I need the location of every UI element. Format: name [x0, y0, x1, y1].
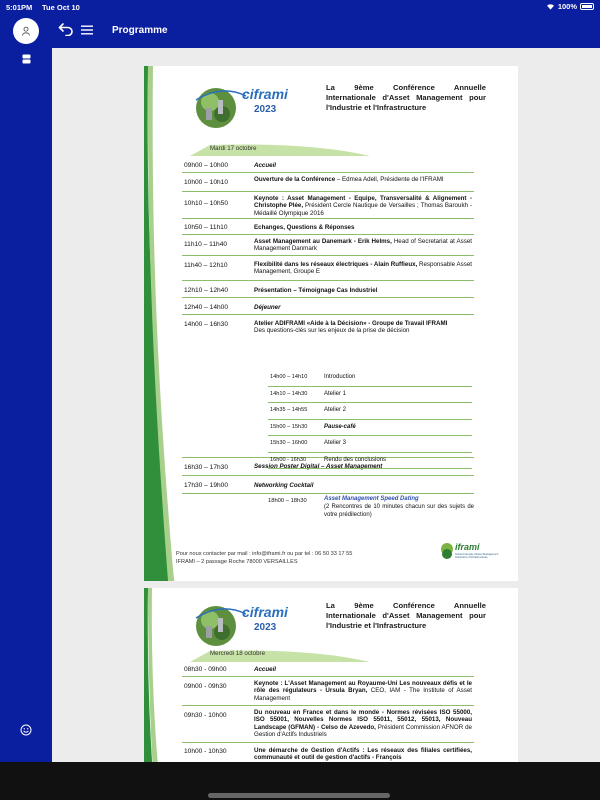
document-page-2: [144, 588, 518, 762]
schedule-row-atelier: 14h00 – 16h30 Atelier ADIFRAMI «Aide à la Décision» - Groupe de Travail IFRAMI Des questions-clés sur les enjeux de la prise de décision: [184, 320, 448, 335]
atelier-row: 15h00 – 15h30 Pause-café: [268, 420, 472, 437]
schedule-row: 10h50 – 11h10 Echanges, Questions & Réponses: [182, 219, 474, 235]
conference-title: La 9ème Conférence Annuelle Internationale d'Asset Management pour l'Industrie et l'Infrastructure: [326, 83, 486, 112]
schedule-row: 10h00 – 10h10 Ouverture de la Conférence – Edmea Adell, Présidente de l'IFRAMI: [182, 173, 474, 192]
conference-title: La 9ème Conférence Annuelle Internationale d'Asset Management pour l'Industrie et l'Infrastructure: [326, 601, 486, 630]
atelier-subschedule: [268, 370, 472, 469]
sidebar: [0, 0, 52, 762]
status-right: [546, 2, 594, 11]
layers-icon[interactable]: [22, 54, 31, 64]
wifi-icon: [546, 3, 555, 10]
atelier-row: 15h30 – 16h00 Atelier 3: [268, 436, 472, 453]
home-indicator[interactable]: [208, 793, 390, 798]
status-bar: [0, 0, 600, 14]
home-indicator-bar: [0, 762, 600, 800]
schedule-row: 10h10 – 10h50 Keynote : Asset Management - Equipe, Transversalité & Alignement - Christophe Plée, Président Cercle Nautique de Versailles ; Thomas Baroukh - Médaillé Olympique 2016: [182, 192, 474, 219]
schedule-row: 12h10 – 12h40 Présentation – Témoignage Cas Industriel: [182, 281, 474, 298]
status-time: 5:01PM: [6, 3, 33, 12]
logo-text: ciframi: [242, 86, 288, 102]
schedule-row: 12h40 – 14h00 Déjeuner: [182, 298, 474, 315]
logo-year: 2023: [254, 622, 277, 633]
app-header: [52, 14, 600, 48]
schedule-day-2: [182, 662, 474, 762]
schedule-row: 08h30 - 09h00 Accueil: [182, 662, 474, 677]
document-page-1: [144, 66, 518, 581]
ciframi-logo: [192, 596, 300, 652]
ciframi-logo: [192, 78, 300, 134]
back-icon[interactable]: [58, 22, 74, 36]
schedule-row: 17h30 – 19h00 Networking Cocktail: [182, 476, 474, 494]
avatar[interactable]: [13, 18, 39, 44]
schedule-row: 10h00 - 10h30 Une démarche de Gestion d'Actifs : Les réseaux des filiales certifiées, communauté et outil de gestion d'actifs - François: [184, 747, 472, 762]
day-label: Mardi 17 octobre: [210, 145, 257, 152]
schedule-row: 16h30 – 17h30 Session Poster Digital – Asset Management: [182, 457, 474, 476]
page-title: Programme: [112, 25, 168, 36]
battery-percent: 100%: [557, 2, 577, 11]
schedule-row: 11h10 – 11h40 Asset Management au Danemark - Erik Helms, Head of Secretariat at Asset Management Danmark: [182, 235, 474, 256]
green-swoosh-decoration: [144, 66, 174, 581]
contact-info: Pour nous contacter par mail : info@iframi.fr ou par tel : 06 50 33 17 55 IFRAMI – 2 passage Roche 78000 VERSAILLES: [176, 551, 353, 565]
day-label: Mercredi 18 octobre: [210, 650, 266, 657]
schedule-row: 11h40 – 12h10 Flexibilité dans les réseaux électriques - Alain Ruffieux, Responsable Asset Management, Groupe E: [182, 256, 474, 281]
green-swoosh-decoration: [144, 588, 174, 762]
schedule-row: 09h00 – 10h00 Accueil: [182, 158, 474, 173]
logo-text: ciframi: [242, 604, 288, 620]
document-viewer[interactable]: [52, 48, 600, 762]
atelier-row: 14h00 – 14h10 Introduction: [268, 370, 472, 387]
iframi-footer-logo: iframi Institut Français d'Asset Management Industriel et d'Infrastructures: [440, 540, 504, 570]
user-icon: [21, 26, 31, 36]
atelier-row: 14h35 – 14h55 Atelier 2: [268, 403, 472, 420]
schedule-row: 09h30 - 10h00 Du nouveau en France et dans le monde - Normes révisées ISO 55000, ISO 55001, Nouvelles Normes ISO 55011, 55012, 55013, Nouveau Landscape (GFMAN) - Celso de Azevedo, Président Commission AFNOR de Gestion d'Actifs Industriels: [182, 706, 474, 743]
speed-dating-row: 18h00 – 18h30 Asset Management Speed Dating (2 Rencontres de 10 minutes chacun sur des sujets de votre prédilection): [268, 496, 474, 518]
logo-year: 2023: [254, 104, 277, 115]
smiley-icon[interactable]: [20, 724, 32, 736]
battery-icon: [580, 3, 594, 10]
atelier-row: 14h10 – 14h30 Atelier 1: [268, 387, 472, 404]
atelier-row: 16h00 - 16h30 Rendu des conclusions: [268, 453, 472, 470]
hamburger-menu-icon[interactable]: [81, 25, 93, 35]
status-date: Tue Oct 10: [42, 3, 80, 12]
schedule-row: 09h00 - 09h30 Keynote : L'Asset Management au Royaume-Uni Les nouveaux défis et le rôle des régulateurs - Ursula Bryan, CEO, IAM - The Institute of Asset Management: [182, 677, 474, 706]
